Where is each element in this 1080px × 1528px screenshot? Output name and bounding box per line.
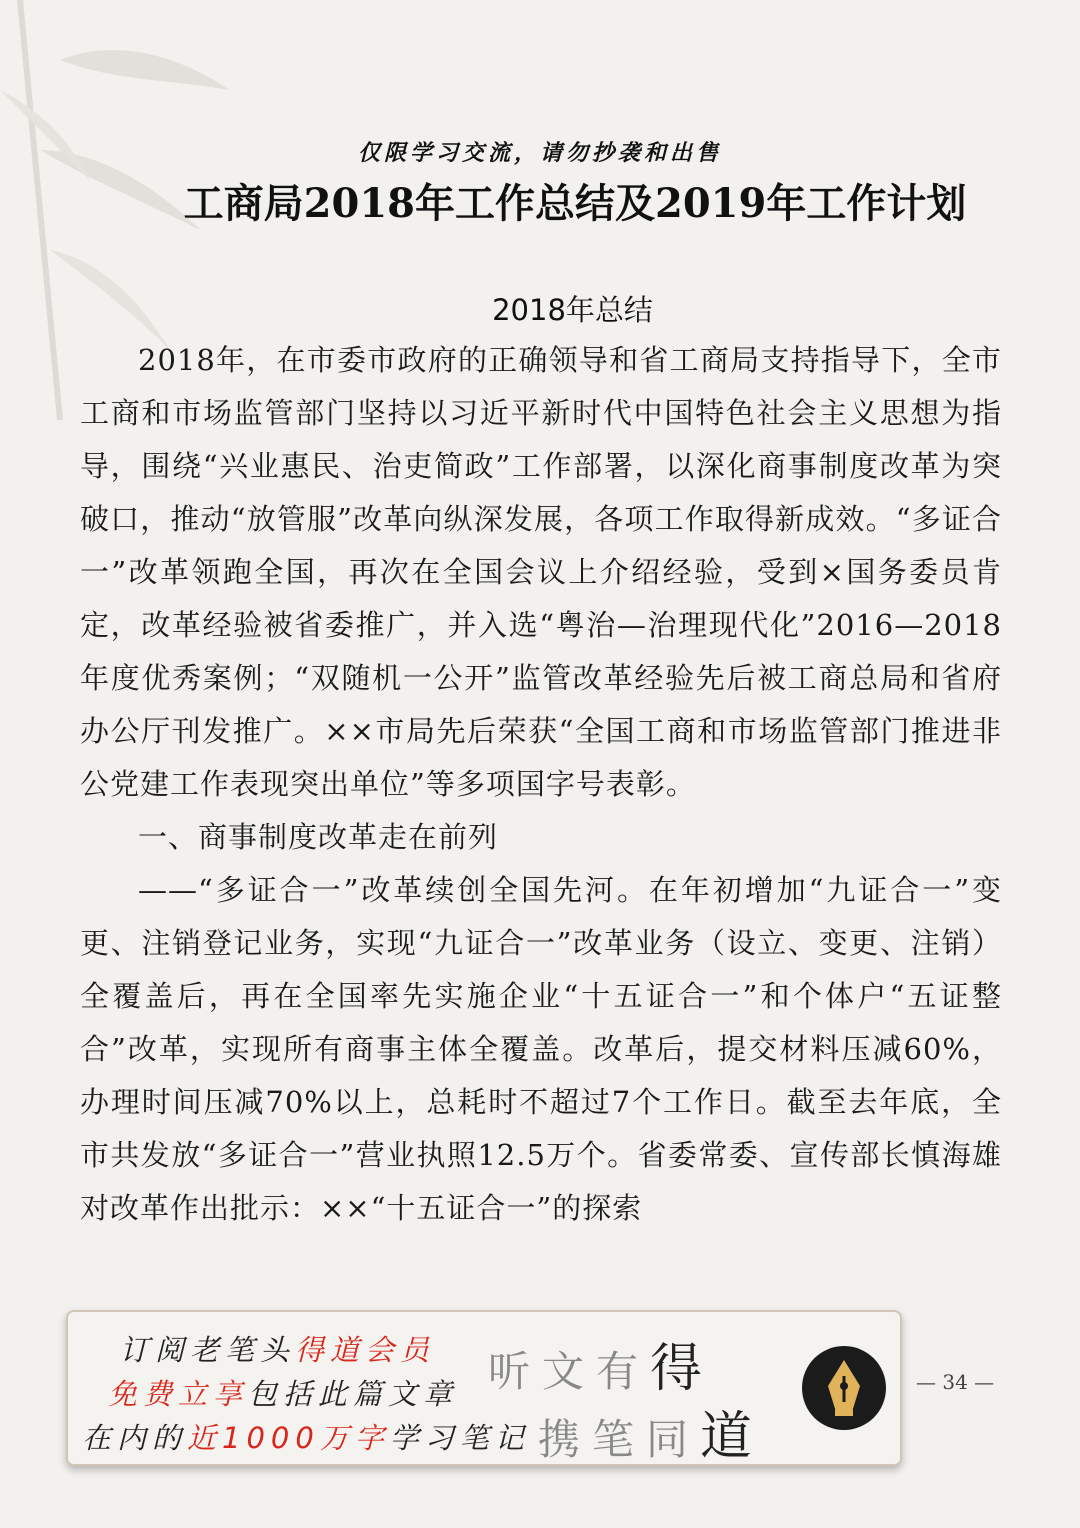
banner-line-3: 在内的近1000万字学习笔记 xyxy=(82,1421,530,1455)
section-subtitle: 2018年总结 xyxy=(492,293,653,327)
document-body xyxy=(80,334,1002,1235)
paragraph-1: 2018年，在市委市政府的正确领导和省工商局支持指导下，全市工商和市场监管部门坚持以习近平新时代中国特色社会主义思想为指导，围绕“兴业惠民、治吏简政”工作部署，以深化商事制度改革为突破口，推动“放管服”改革向纵深发展，各项工作取得新成效。“多证合一”改革领跑全国，再次在全国会议上介绍经验，受到×国务委员肯定，改革经验被省委推广，并入选“粤治—治理现代化”2016—2018年度优秀案例；“双随机一公开”监管改革经验先后被工商总局和省府办公厅刊发推广。××市局先后荣获“全国工商和市场监管部门推进非公党建工作表现突出单位”等多项国字号表彰。 xyxy=(80,343,1002,801)
banner-line-1: 订阅老笔头得道会员 xyxy=(120,1333,436,1367)
usage-notice: 仅限学习交流，请勿抄袭和出售 xyxy=(357,141,722,166)
banner-line-2: 免费立享包括此篇文章 xyxy=(108,1377,459,1411)
pen-nib-icon xyxy=(802,1346,886,1430)
paragraph-2: ——“多证合一”改革续创全国先河。在年初增加“九证合一”变更、注销登记业务，实现“九证合一”改革业务（设立、变更、注销）全覆盖后，再在全国率先实施企业“十五证合一”和个体户“五证整合”改革，实现所有商事主体全覆盖。改革后，提交材料压减60%，办理时间压减70%以上，总耗时不超过7个工作日。截至去年底，全市共发放“多证合一”营业执照12.5万个。省委常委、宣传部长慎海雄对改革作出批示：××“十五证合一”的探索 xyxy=(80,873,1002,1225)
page-number: — 34 — xyxy=(916,1370,995,1394)
document-title: 工商局2018年工作总结及2019年工作计划 xyxy=(183,180,967,227)
banner-slogan-1: 听文有得 xyxy=(488,1339,715,1399)
membership-banner[interactable] xyxy=(66,1310,902,1466)
section-heading-1: 一、商事制度改革走在前列 xyxy=(138,820,499,854)
banner-slogan-2: 携笔同道 xyxy=(538,1407,765,1467)
